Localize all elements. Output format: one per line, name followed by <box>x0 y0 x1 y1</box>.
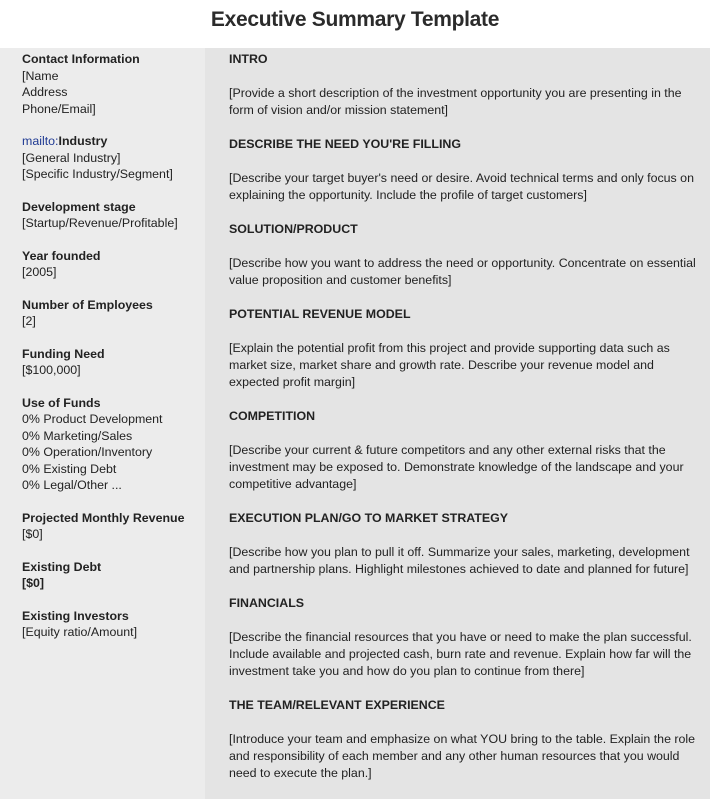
left-info-column <box>0 48 205 799</box>
founded-block <box>22 248 202 281</box>
section-competition <box>229 408 701 493</box>
contact-line: [Name <box>22 68 59 83</box>
contact-info-block <box>22 51 202 117</box>
use-line: 0% Existing Debt <box>22 461 117 476</box>
contact-line: Phone/Email] <box>22 101 96 116</box>
debt-block <box>22 559 202 592</box>
stage-line: [Startup/Revenue/Profitable] <box>22 216 178 230</box>
section-heading: SOLUTION/PRODUCT <box>229 222 358 236</box>
debt-heading: Existing Debt <box>22 559 102 574</box>
investors-block <box>22 608 202 641</box>
use-line: 0% Legal/Other ... <box>22 478 122 492</box>
section-heading: THE TEAM/RELEVANT EXPERIENCE <box>229 698 445 712</box>
section-text: [Describe your target buyer's need or desire. Avoid technical terms and only focus on explaining the opportunity. Include the profile of target customers] <box>229 171 694 202</box>
debt-line: [$0] <box>22 576 45 590</box>
funding-block <box>22 346 202 379</box>
stage-block <box>22 199 202 232</box>
document-title: Executive Summary Template <box>210 8 500 31</box>
section-revenue-model <box>229 306 701 391</box>
use-of-funds-block <box>22 395 202 494</box>
employees-block <box>22 297 202 330</box>
section-solution <box>229 221 701 289</box>
funding-heading: Funding Need <box>22 346 105 361</box>
industry-block <box>22 133 202 183</box>
section-text: [Describe your current & future competitors and any other external risks that the investment may be exposed to. Demonstrate knowledge of the landscape and your competitive advantage] <box>229 443 684 491</box>
industry-line: [Specific Industry/Segment] <box>22 167 173 181</box>
section-execution <box>229 510 701 578</box>
employees-heading: Number of Employees <box>22 297 153 312</box>
section-heading: DESCRIBE THE NEED YOU'RE FILLING <box>229 137 461 151</box>
industry-line: [General Industry] <box>22 150 121 165</box>
contact-heading: Contact Information <box>22 52 140 66</box>
section-text: [Describe the financial resources that you have or need to make the plan successful. Include available and projected cash, burn rate and revenue. Explain how far will the investment take you and how do you plan to continue from there] <box>229 630 692 678</box>
use-heading: Use of Funds <box>22 395 101 410</box>
industry-heading <box>22 133 202 150</box>
revenue-line: [$0] <box>22 527 43 541</box>
section-financials <box>229 595 701 680</box>
mailto-link[interactable]: mailto: <box>22 134 59 148</box>
section-heading: FINANCIALS <box>229 596 305 610</box>
section-heading: COMPETITION <box>229 409 316 423</box>
section-text: [Explain the potential profit from this project and provide supporting data such as market size, market share and growth rate. Describe your revenue model and expected profit margin] <box>229 341 670 389</box>
investors-heading: Existing Investors <box>22 608 129 623</box>
section-team <box>229 697 701 782</box>
section-text: [Introduce your team and emphasize on what YOU bring to the table. Explain the role and responsibility of each member and any other human resources that you would need to execute the plan.] <box>229 732 696 780</box>
section-text: [Describe how you plan to pull it off. Summarize your sales, marketing, development and partnership plans. Highlight milestones achieved to date and planned for future] <box>229 545 690 576</box>
industry-heading-text: Industry <box>58 134 108 148</box>
section-text: [Describe how you want to address the need or opportunity. Concentrate on essential value proposition and customer benefits] <box>229 256 696 287</box>
section-heading: EXECUTION PLAN/GO TO MARKET STRATEGY <box>229 511 509 525</box>
founded-line: [2005] <box>22 265 57 279</box>
contact-line: Address <box>22 85 68 99</box>
stage-heading: Development stage <box>22 199 136 214</box>
section-text: [Provide a short description of the investment opportunity you are presenting in the form of vision and/or mission statement] <box>229 86 682 117</box>
employees-line: [2] <box>22 314 36 328</box>
section-heading: POTENTIAL REVENUE MODEL <box>229 307 411 321</box>
revenue-heading: Projected Monthly Revenue <box>22 510 185 525</box>
use-line: 0% Product Development <box>22 412 163 426</box>
section-need <box>229 136 701 204</box>
revenue-block <box>22 510 202 543</box>
founded-heading: Year founded <box>22 248 101 263</box>
use-line: 0% Marketing/Sales <box>22 428 133 443</box>
section-heading: INTRO <box>229 52 268 66</box>
use-line: 0% Operation/Inventory <box>22 445 153 459</box>
funding-line: [$100,000] <box>22 363 81 377</box>
investors-line: [Equity ratio/Amount] <box>22 625 138 639</box>
right-content-column <box>205 48 710 799</box>
section-intro <box>229 51 701 119</box>
